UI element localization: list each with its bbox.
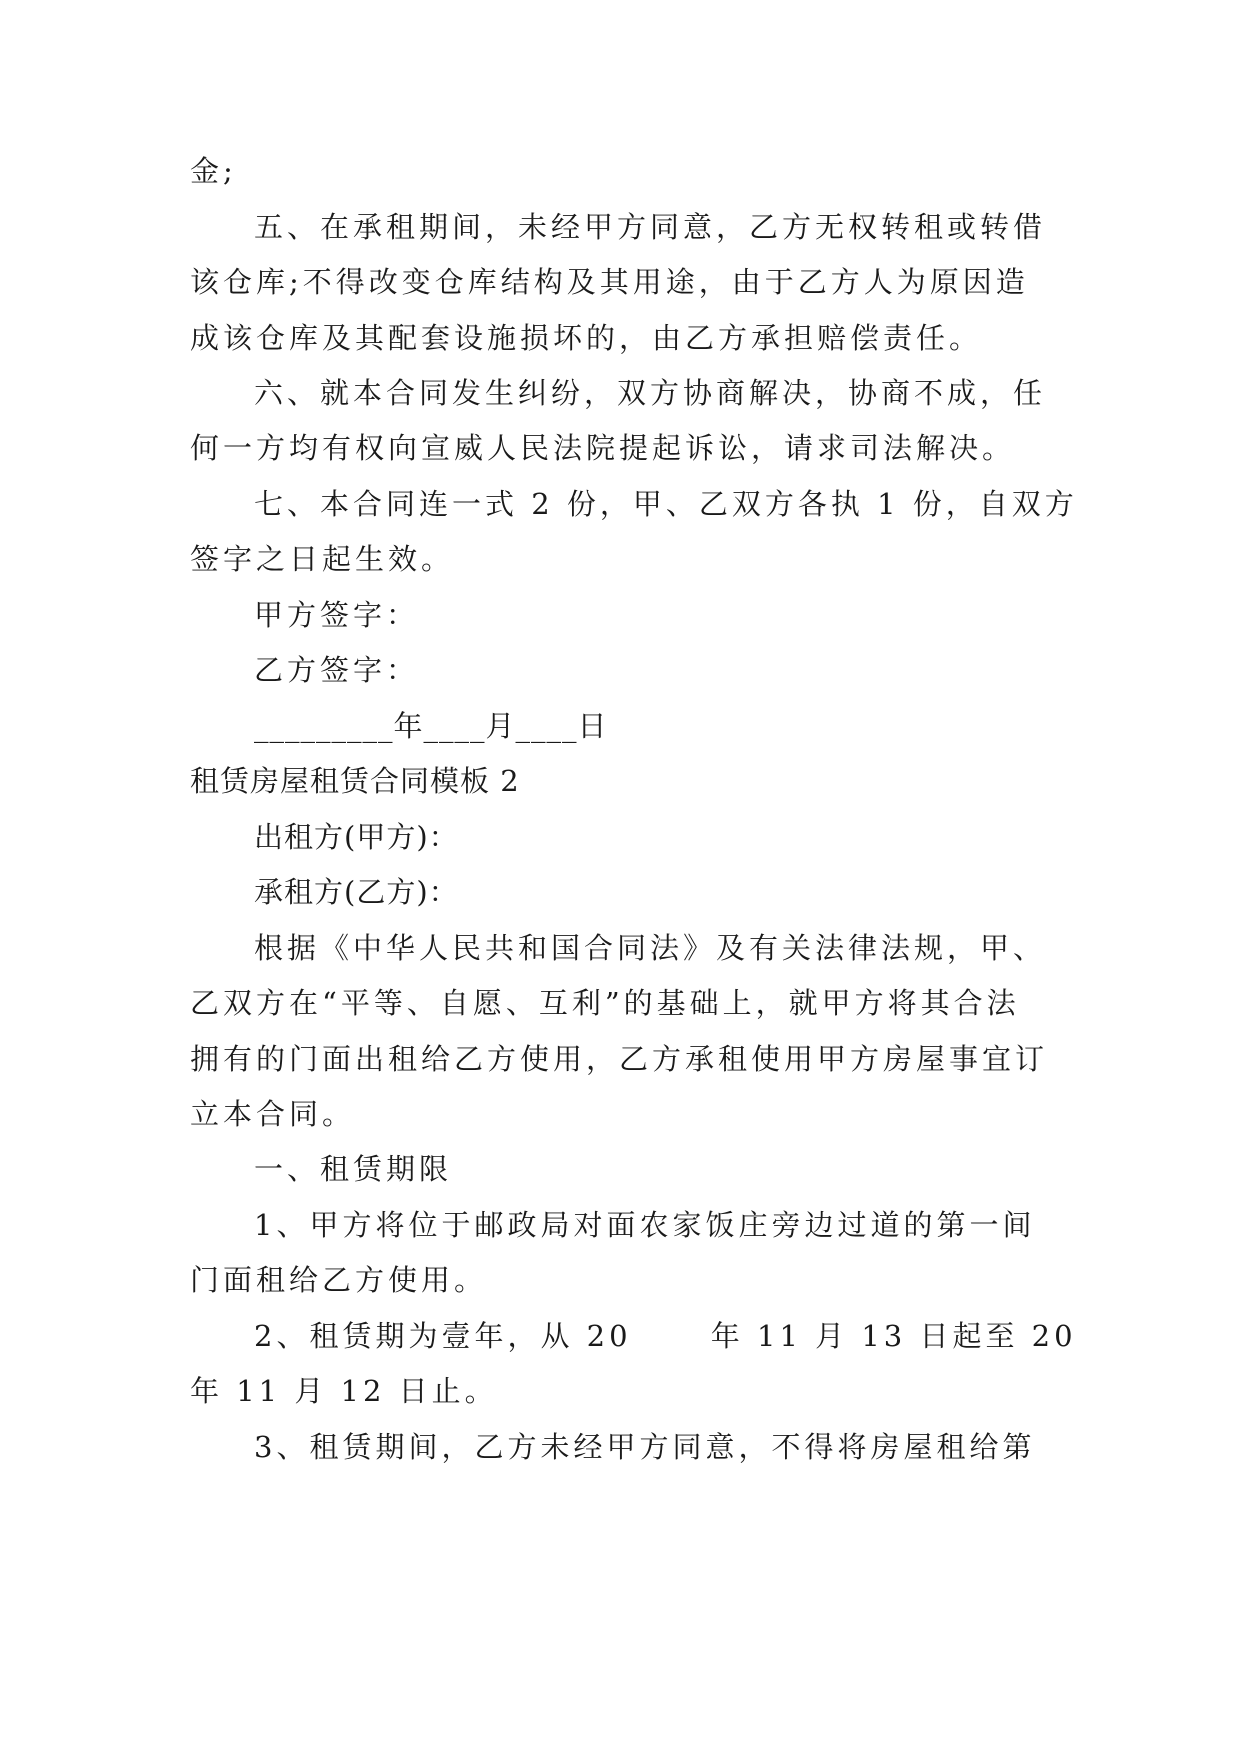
lessee-label: 承租方(乙方)： (254, 875, 459, 909)
party-a-signature-label: 甲方签字： (254, 598, 420, 632)
term-item-3-line-1: 3、租赁期间，乙方未经甲方同意，不得将房屋租给第 (254, 1430, 1036, 1464)
heading-lease-term: 一、租赁期限 (254, 1152, 453, 1186)
term-item-2-line-2: 年 11 月 12 日止。 (190, 1374, 498, 1408)
clause-7-line-1: 七、本合同连一式 2 份，甲、乙双方各执 1 份，自双方 (254, 487, 1078, 521)
preamble-line-4: 立本合同。 (190, 1097, 356, 1131)
signature-date-line: _________年____月____日 (254, 709, 608, 743)
section-title: 租赁房屋租赁合同模板 2 (190, 764, 520, 798)
term-item-2-line-1: 2、租赁期为壹年，从 20 年 11 月 13 日起至 20 (254, 1319, 1077, 1353)
clause-5-line-2: 该仓库;不得改变仓库结构及其用途，由于乙方人为原因造 (190, 265, 1029, 299)
lessor-label: 出租方(甲方)： (254, 820, 459, 854)
term-item-1-line-2: 门面租给乙方使用。 (190, 1263, 488, 1297)
clause-5-line-3: 成该仓库及其配套设施损坏的，由乙方承担赔偿责任。 (190, 321, 983, 355)
preamble-line-1: 根据《中华人民共和国合同法》及有关法律法规，甲、 (254, 931, 1047, 965)
clause-6-line-1: 六、就本合同发生纠纷，双方协商解决，协商不成，任 (254, 376, 1047, 410)
clause-6-line-2: 何一方均有权向宣威人民法院提起诉讼，请求司法解决。 (190, 431, 1016, 465)
text-line-continuation: 金; (190, 154, 237, 188)
preamble-line-2: 乙双方在“平等、自愿、互利”的基础上，就甲方将其合法 (190, 986, 1020, 1020)
party-b-signature-label: 乙方签字： (254, 653, 420, 687)
clause-5-line-1: 五、在承租期间，未经甲方同意，乙方无权转租或转借 (254, 210, 1047, 244)
term-item-1-line-1: 1、甲方将位于邮政局对面农家饭庄旁边过道的第一间 (254, 1208, 1036, 1242)
clause-7-line-2: 签字之日起生效。 (190, 542, 455, 576)
preamble-line-3: 拥有的门面出租给乙方使用，乙方承租使用甲方房屋事宜订 (190, 1042, 1049, 1076)
